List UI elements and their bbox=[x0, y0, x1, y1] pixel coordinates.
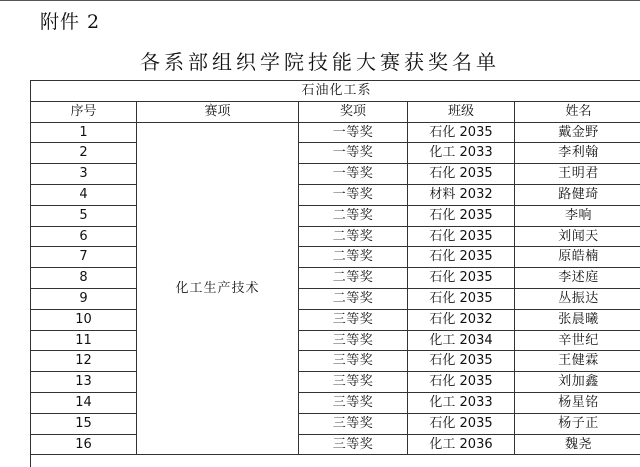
cell-award: 三等奖 bbox=[299, 392, 408, 413]
cell-name: 杨星铭 bbox=[515, 392, 640, 413]
cell-event: 化工生产技术 bbox=[137, 122, 299, 455]
cell-index: 6 bbox=[31, 226, 137, 247]
cell-class: 石化 2035 bbox=[408, 288, 515, 309]
cell-class: 化工 2034 bbox=[408, 330, 515, 351]
cell-award: 三等奖 bbox=[299, 372, 408, 393]
cell-index: 13 bbox=[31, 372, 137, 393]
cell-name: 杨子正 bbox=[515, 413, 640, 434]
cell-award: 二等奖 bbox=[299, 288, 408, 309]
header-index: 序号 bbox=[31, 101, 137, 122]
cell-award: 三等奖 bbox=[299, 309, 408, 330]
cell-award: 三等奖 bbox=[299, 434, 408, 455]
cell-name: 李响 bbox=[515, 205, 640, 226]
table-row bbox=[31, 164, 640, 185]
header-award: 奖项 bbox=[299, 101, 408, 122]
cell-index: 7 bbox=[31, 247, 137, 268]
table-row bbox=[31, 330, 640, 351]
cell-index: 2 bbox=[31, 143, 137, 164]
cell-class: 石化 2035 bbox=[408, 247, 515, 268]
cell-index: 9 bbox=[31, 288, 137, 309]
department-name: 石油化工系 bbox=[31, 81, 640, 102]
cell-name: 刘闻天 bbox=[515, 226, 640, 247]
cell-index: 4 bbox=[31, 184, 137, 205]
cell-award: 三等奖 bbox=[299, 351, 408, 372]
cell-class: 材料 2032 bbox=[408, 184, 515, 205]
table-row bbox=[31, 268, 640, 289]
header-event: 赛项 bbox=[137, 101, 299, 122]
table-row bbox=[31, 122, 640, 143]
cell-index: 8 bbox=[31, 268, 137, 289]
cell-award: 三等奖 bbox=[299, 413, 408, 434]
table-row bbox=[31, 392, 640, 413]
table-row bbox=[31, 226, 640, 247]
cell-index: 5 bbox=[31, 205, 137, 226]
table-row bbox=[31, 413, 640, 434]
cell-award: 一等奖 bbox=[299, 143, 408, 164]
table-row bbox=[31, 288, 640, 309]
cell-class: 石化 2035 bbox=[408, 268, 515, 289]
cell-index: 15 bbox=[31, 413, 137, 434]
cell-award: 三等奖 bbox=[299, 330, 408, 351]
cell-index: 12 bbox=[31, 351, 137, 372]
cell-class: 石化 2035 bbox=[408, 226, 515, 247]
cell-name: 李述庭 bbox=[515, 268, 640, 289]
cell-award: 二等奖 bbox=[299, 205, 408, 226]
table-row bbox=[31, 372, 640, 393]
next-section-row bbox=[31, 455, 640, 467]
cell-class: 化工 2036 bbox=[408, 434, 515, 455]
cell-name: 张晨曦 bbox=[515, 309, 640, 330]
cell-name: 戴金野 bbox=[515, 122, 640, 143]
department-row bbox=[31, 81, 640, 102]
awards-table bbox=[30, 80, 640, 467]
table-row bbox=[31, 309, 640, 330]
cell-index: 11 bbox=[31, 330, 137, 351]
cell-index: 10 bbox=[31, 309, 137, 330]
top-rule bbox=[0, 0, 640, 1]
cell-award: 一等奖 bbox=[299, 164, 408, 185]
cell-name: 辛世纪 bbox=[515, 330, 640, 351]
cell-award: 一等奖 bbox=[299, 122, 408, 143]
cell-name: 王健霖 bbox=[515, 351, 640, 372]
header-class: 班级 bbox=[408, 101, 515, 122]
table-row bbox=[31, 184, 640, 205]
cell-award: 二等奖 bbox=[299, 226, 408, 247]
cell-award: 二等奖 bbox=[299, 247, 408, 268]
cell-class: 石化 2032 bbox=[408, 309, 515, 330]
next-section-cell bbox=[31, 455, 640, 467]
cell-name: 丛振达 bbox=[515, 288, 640, 309]
cell-index: 3 bbox=[31, 164, 137, 185]
cell-name: 刘加鑫 bbox=[515, 372, 640, 393]
cell-class: 石化 2035 bbox=[408, 164, 515, 185]
awards-table-body bbox=[31, 81, 640, 467]
cell-class: 化工 2033 bbox=[408, 392, 515, 413]
table-row bbox=[31, 351, 640, 372]
cell-class: 石化 2035 bbox=[408, 413, 515, 434]
table-row bbox=[31, 143, 640, 164]
cell-index: 1 bbox=[31, 122, 137, 143]
cell-class: 石化 2035 bbox=[408, 205, 515, 226]
cell-name: 魏尧 bbox=[515, 434, 640, 455]
cell-class: 化工 2033 bbox=[408, 143, 515, 164]
cell-name: 李利翰 bbox=[515, 143, 640, 164]
cell-award: 二等奖 bbox=[299, 268, 408, 289]
cell-class: 石化 2035 bbox=[408, 122, 515, 143]
header-name: 姓名 bbox=[515, 101, 640, 122]
cell-name: 路健琦 bbox=[515, 184, 640, 205]
table-row bbox=[31, 434, 640, 455]
cell-index: 16 bbox=[31, 434, 137, 455]
cell-award: 一等奖 bbox=[299, 184, 408, 205]
cell-class: 石化 2035 bbox=[408, 372, 515, 393]
page-title: 各系部组织学院技能大赛获奖名单 bbox=[0, 46, 640, 75]
table-row bbox=[31, 247, 640, 268]
attachment-label: 附件 2 bbox=[40, 7, 100, 34]
cell-name: 王明君 bbox=[515, 164, 640, 185]
cell-name: 原皓楠 bbox=[515, 247, 640, 268]
cell-index: 14 bbox=[31, 392, 137, 413]
header-row bbox=[31, 101, 640, 122]
cell-class: 石化 2035 bbox=[408, 351, 515, 372]
table-row bbox=[31, 205, 640, 226]
